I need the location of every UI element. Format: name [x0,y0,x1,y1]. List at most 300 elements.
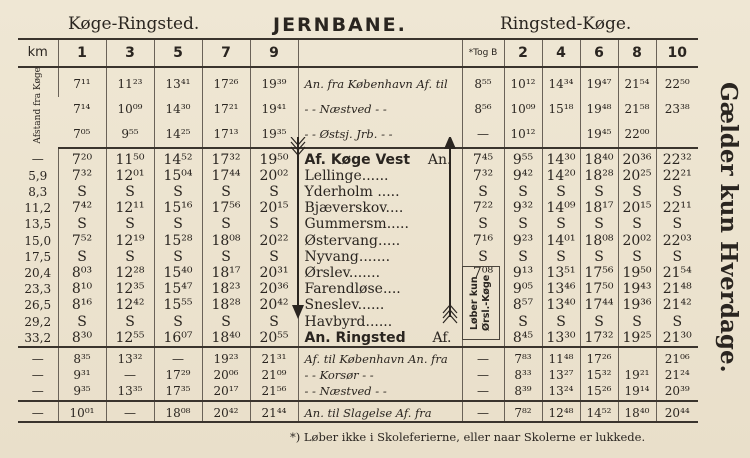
time-up: 9²³ [504,233,542,249]
time-up: 21⁴⁸ [656,281,698,297]
timetable-row [18,281,698,297]
time-up: 9³² [504,200,542,216]
time-down: 21³¹ [250,347,298,367]
km-cell: 8,3 [28,185,48,200]
time-up: 20¹⁵ [618,200,656,216]
station-name: Nyvang....... [304,248,391,265]
km-cell: — [18,383,58,400]
timetable-row [18,347,698,367]
station-cell [298,216,462,232]
time-up: 8³³ [504,367,542,383]
station-end-label: Af. [432,329,452,346]
station-cell [298,401,462,422]
time-up: 7²² [462,200,504,216]
time-up: 20²⁵ [618,168,656,184]
time-down: 20¹⁷ [202,383,250,400]
time-down: 15⁵⁵ [154,297,202,313]
time-up: S [462,216,504,232]
time-up: 13³⁰ [542,330,580,347]
time-up: S [618,314,656,330]
time-down: 7¹¹ [58,67,106,97]
station-name: - - Østsj. Jrb. - - [304,127,393,142]
time-down: 20⁴² [250,297,298,313]
time-up: 14⁰¹ [542,233,580,249]
time-up: 13⁵¹ [542,265,580,281]
station-name: - - Næstved - - [304,102,387,117]
time-down: 15⁴⁰ [154,265,202,281]
train-number-up: 8 [618,39,656,67]
km-cell: — [31,352,44,367]
timetable-row [18,97,698,121]
time-down: 11²³ [106,67,154,97]
time-down: 15¹⁶ [154,200,202,216]
time-up: 18²⁸ [580,168,618,184]
km-cell: 15,0 [24,233,52,248]
time-up: 19¹⁴ [618,383,656,400]
timetable [18,38,698,423]
time-up: 19²¹ [618,367,656,383]
timetable-row [18,233,698,249]
time-up: 14²⁰ [542,168,580,184]
time-up: 13²⁴ [542,383,580,400]
timetable-row [18,200,698,216]
time-up: 10¹² [504,122,542,148]
time-down: 12²⁸ [106,265,154,281]
time-up: — [462,383,504,400]
time-up: 13²⁷ [542,367,580,383]
time-up [656,122,698,148]
time-up: S [462,184,504,200]
time-down: 7⁵² [58,233,106,249]
time-up: 8³⁹ [504,383,542,400]
time-up: 18¹⁷ [580,200,618,216]
station-name: Havbyrd...... [304,313,393,330]
time-down: S [58,249,106,265]
time-up: 20⁰² [618,233,656,249]
time-up: S [656,184,698,200]
time-down: 14⁵² [154,148,202,168]
time-up: S [618,184,656,200]
time-up: 19³⁶ [618,297,656,313]
timetable-row [18,148,698,168]
time-down: 9³¹ [58,367,106,383]
time-up: 22⁵⁰ [656,67,698,97]
time-down: — [106,401,154,422]
station-name: Ørslev....... [304,265,381,282]
time-down: S [58,314,106,330]
time-up: S [656,249,698,265]
time-down: 19²³ [202,347,250,367]
station-cell [298,249,462,265]
station-cell [298,122,462,148]
time-down: S [202,314,250,330]
header-title: JERNBANE. [273,14,407,36]
time-up: 8⁵⁷ [504,297,542,313]
time-down: 17²⁶ [202,67,250,97]
km-header: km [18,39,58,67]
time-down: 17¹³ [202,122,250,148]
time-up: S [542,216,580,232]
station-cell [298,314,462,330]
timetable-row [18,249,698,265]
time-up: S [580,314,618,330]
time-up: 21⁴² [656,297,698,313]
time-up: S [504,249,542,265]
time-down: 7¹⁴ [73,102,91,117]
time-down: 18⁰⁸ [202,233,250,249]
time-down: 18⁴⁰ [202,330,250,347]
time-down: 13⁴¹ [154,67,202,97]
time-up: 19⁴⁷ [580,67,618,97]
station-cell [298,148,462,168]
time-up: S [580,216,618,232]
time-down: 18⁰⁸ [154,401,202,422]
station-cell [298,367,462,383]
time-down: 16⁰⁷ [154,330,202,347]
time-up: 21³⁰ [656,330,698,347]
time-down: 20³¹ [250,265,298,281]
time-up: 20⁴⁴ [656,401,698,422]
time-up: 10¹² [504,67,542,97]
time-up: 19⁵⁰ [618,265,656,281]
time-down: 11⁵⁰ [106,148,154,168]
time-down: 18¹⁷ [202,265,250,281]
time-down: S [250,184,298,200]
train-number-down: 3 [106,39,154,67]
timetable-row [18,168,698,184]
timetable-row [18,122,698,148]
time-up: 21⁵⁸ [618,97,656,121]
time-down: 19⁴¹ [250,97,298,121]
time-up: S [542,314,580,330]
time-up: 21⁵⁴ [618,67,656,97]
time-up: S [656,216,698,232]
time-up: 22³² [656,148,698,168]
time-down: 8³⁰ [58,330,106,347]
time-down: 10⁰⁹ [106,97,154,121]
time-down: 8⁰³ [58,265,106,281]
time-up: S [504,314,542,330]
train-number-up: 4 [542,39,580,67]
time-down: 7⁰⁵ [58,122,106,148]
timetable-row [18,383,698,400]
time-up: 8⁵⁵ [462,67,504,97]
footnote: *) Løber ikke i Skoleferierne, eller naar Skolerne er lukkede. [290,430,646,444]
time-up: 21⁰⁶ [656,347,698,367]
time-down: S [154,314,202,330]
station-name: Østervang..... [304,232,401,249]
time-up: S [656,314,698,330]
time-down: 12¹⁹ [106,233,154,249]
timetable-row [18,265,698,281]
time-down: 14²⁵ [154,122,202,148]
km-cell: 13,5 [24,217,52,232]
timetable-row [18,314,698,330]
time-down: 9³⁵ [58,383,106,400]
station-name: Sneslev...... [304,297,385,314]
time-up: 22⁰⁰ [618,122,656,148]
station-name: Lellinge...... [304,167,389,184]
time-down: 18²³ [202,281,250,297]
time-down: 7³² [58,168,106,184]
time-down: 7²⁰ [58,148,106,168]
time-down: 14³⁰ [154,97,202,121]
time-up: 9¹³ [504,265,542,281]
time-down: 20⁴² [202,401,250,422]
time-up: S [580,249,618,265]
time-down: S [202,216,250,232]
time-up: 18⁴⁰ [618,401,656,422]
time-down: S [58,216,106,232]
time-up: 17²⁶ [580,347,618,367]
time-up: 19⁴⁵ [580,122,618,148]
time-down: S [154,184,202,200]
time-up: 19⁴³ [618,281,656,297]
station-cell [298,347,462,367]
km-cell: — [31,152,44,167]
time-down: 9⁵⁵ [106,122,154,148]
km-cell: 17,5 [24,249,52,264]
time-up [618,347,656,367]
time-up: 11⁴⁸ [542,347,580,367]
station-name: - - Næstved - - [304,384,387,399]
timetable-row [18,367,698,383]
station-name: An. til Slagelse Af. fra [304,405,432,420]
time-up: 15²⁶ [580,383,618,400]
time-up: 14⁰⁹ [542,200,580,216]
time-up: S [504,184,542,200]
station-cell [298,184,462,200]
time-up: 7⁸² [504,401,542,422]
time-up: 9⁵⁵ [504,148,542,168]
time-up: 9⁴² [504,168,542,184]
train-number-up: 10 [656,39,698,67]
time-down: 19³⁵ [250,122,298,148]
station-name: - - Korsør - - [304,368,374,383]
time-up: 7⁴⁵ [462,148,504,168]
km-cell: 5,9 [28,168,48,183]
time-down: 10⁰¹ [58,401,106,422]
loeber-kun-label: Løber kun Ørsl.-Køge [469,274,492,332]
station-name: Farendløse.... [304,281,401,298]
time-up: S [542,249,580,265]
time-up: 19⁴⁸ [580,97,618,121]
time-down: 12⁰¹ [106,168,154,184]
time-down: 7⁴² [58,200,106,216]
train-number-up: 2 [504,39,542,67]
time-up: 7⁸³ [504,347,542,367]
time-up: 15¹⁸ [542,97,580,121]
train-number-down: 1 [58,39,106,67]
time-down: 8³⁵ [58,347,106,367]
time-down: S [58,184,106,200]
timetable-row [18,330,698,347]
time-up: 21²⁴ [656,367,698,383]
time-down: 12¹¹ [106,200,154,216]
time-down: 17⁴⁴ [202,168,250,184]
km-cell: — [18,401,58,422]
tog-label: *Tog B [462,39,504,67]
time-down: 12⁵⁵ [106,330,154,347]
time-down: 21⁴⁴ [250,401,298,422]
time-down: 12⁴² [106,297,154,313]
time-up: 18⁴⁰ [580,148,618,168]
time-down: 13³² [106,347,154,367]
train-number-down: 7 [202,39,250,67]
station-cell [298,265,462,281]
time-down: 21⁰⁹ [250,367,298,383]
time-up: 17⁵⁶ [580,265,618,281]
header-row [18,39,698,67]
time-up: 14³⁴ [542,67,580,97]
timetable-row [18,67,698,97]
side-note: Gælder kun Hverdage. [715,82,742,373]
time-down: 20³⁶ [250,281,298,297]
time-up: 22¹¹ [656,200,698,216]
time-up: S [504,216,542,232]
station-name: Bjæverskov.... [304,200,404,217]
time-up: 14³⁰ [542,148,580,168]
station-cell [298,330,462,347]
station-cell [298,168,462,184]
station-name: An. fra København Af. til [304,77,448,92]
time-down: 12³⁵ [106,281,154,297]
time-down: 19³⁹ [250,67,298,97]
time-up: 17⁵⁰ [580,281,618,297]
time-down: 20⁵⁵ [250,330,298,347]
time-up: — [462,122,504,148]
time-up: 20³⁶ [618,148,656,168]
station-cell [298,200,462,216]
time-down: 8¹⁰ [58,281,106,297]
time-up: 7³² [462,168,504,184]
time-down: S [250,249,298,265]
station-cell [298,281,462,297]
time-up: 7⁰⁸ [462,265,504,281]
station-name: Af. Køge Vest [304,151,411,168]
time-down: 17³⁵ [154,383,202,400]
time-down: 18²⁸ [202,297,250,313]
time-down: 17²⁹ [154,367,202,383]
station-cell [298,67,462,97]
header-left-route: Køge-Ringsted. [68,14,200,34]
time-up: 17⁴⁴ [580,297,618,313]
time-down: 15⁰⁴ [154,168,202,184]
time-up: 9⁰⁵ [504,281,542,297]
time-down: 8¹⁶ [58,297,106,313]
time-down: S [250,216,298,232]
time-up [542,122,580,148]
time-down: 21⁵⁶ [250,383,298,400]
time-up: 19²⁵ [618,330,656,347]
time-down: 20²² [250,233,298,249]
station-cell [298,233,462,249]
time-up: 13⁴⁶ [542,281,580,297]
train-number-down: 5 [154,39,202,67]
time-up: S [462,249,504,265]
time-up: — [462,401,504,422]
time-down: 17³² [202,148,250,168]
time-down: S [154,216,202,232]
time-up: 12⁴⁸ [542,401,580,422]
time-up: S [618,249,656,265]
time-up: 18⁰⁸ [580,233,618,249]
time-up: 20³⁹ [656,383,698,400]
train-number-down: 9 [250,39,298,67]
distance-label: Afstand fra Køge [33,67,44,144]
time-down: — [106,367,154,383]
time-up: 17³² [580,330,618,347]
station-cell [298,297,462,313]
time-up: 22²¹ [656,168,698,184]
time-up: S [542,184,580,200]
time-down: 20⁰⁶ [202,367,250,383]
timetable-row [18,401,698,422]
train-number-up: 6 [580,39,618,67]
km-cell: 23,3 [24,282,52,297]
time-up: — [462,367,504,383]
time-down: 17⁵⁶ [202,200,250,216]
time-up: 15³² [580,367,618,383]
time-down: S [106,249,154,265]
time-up: 22⁰³ [656,233,698,249]
loeber-kun-box [462,266,500,340]
time-down: 20¹⁵ [250,200,298,216]
time-down: S [154,249,202,265]
km-cell: 26,5 [24,298,52,313]
time-down: S [250,314,298,330]
time-up: 7¹⁶ [462,233,504,249]
station-name: Yderholm ..... [304,184,400,201]
time-up: 23³⁸ [656,97,698,121]
time-up: 8⁴⁵ [504,330,542,347]
header-right-route: Ringsted-Køge. [500,14,632,34]
time-down: S [106,216,154,232]
time-up: 10⁰⁹ [504,97,542,121]
station-end-label: An. [427,151,452,168]
time-up: — [462,347,504,367]
km-cell: 20,4 [24,266,52,281]
station-cell [298,383,462,400]
time-down: S [106,184,154,200]
km-cell: — [31,368,44,383]
time-down: 19⁵⁰ [250,148,298,168]
time-up: 14⁵² [580,401,618,422]
time-down: 20⁰² [250,168,298,184]
time-down: 13³⁵ [106,383,154,400]
time-down: S [202,184,250,200]
time-up: 8⁵⁶ [462,97,504,121]
time-down: S [202,249,250,265]
time-up: 13⁴⁰ [542,297,580,313]
station-cell [298,97,462,121]
timetable-row [18,297,698,313]
km-cell: 11,2 [24,201,52,216]
station-name: An. Ringsted [304,329,406,346]
time-down: 17²¹ [202,97,250,121]
station-header-blank [298,39,462,67]
station-name: Af. til København An. fra [304,352,448,367]
time-up: S [618,216,656,232]
timetable-row [18,216,698,232]
time-down: S [106,314,154,330]
time-down: 15²⁸ [154,233,202,249]
km-cell: 29,2 [24,314,52,329]
timetable-row [18,184,698,200]
time-up: 21⁵⁴ [656,265,698,281]
time-down: — [154,347,202,367]
time-up: S [580,184,618,200]
